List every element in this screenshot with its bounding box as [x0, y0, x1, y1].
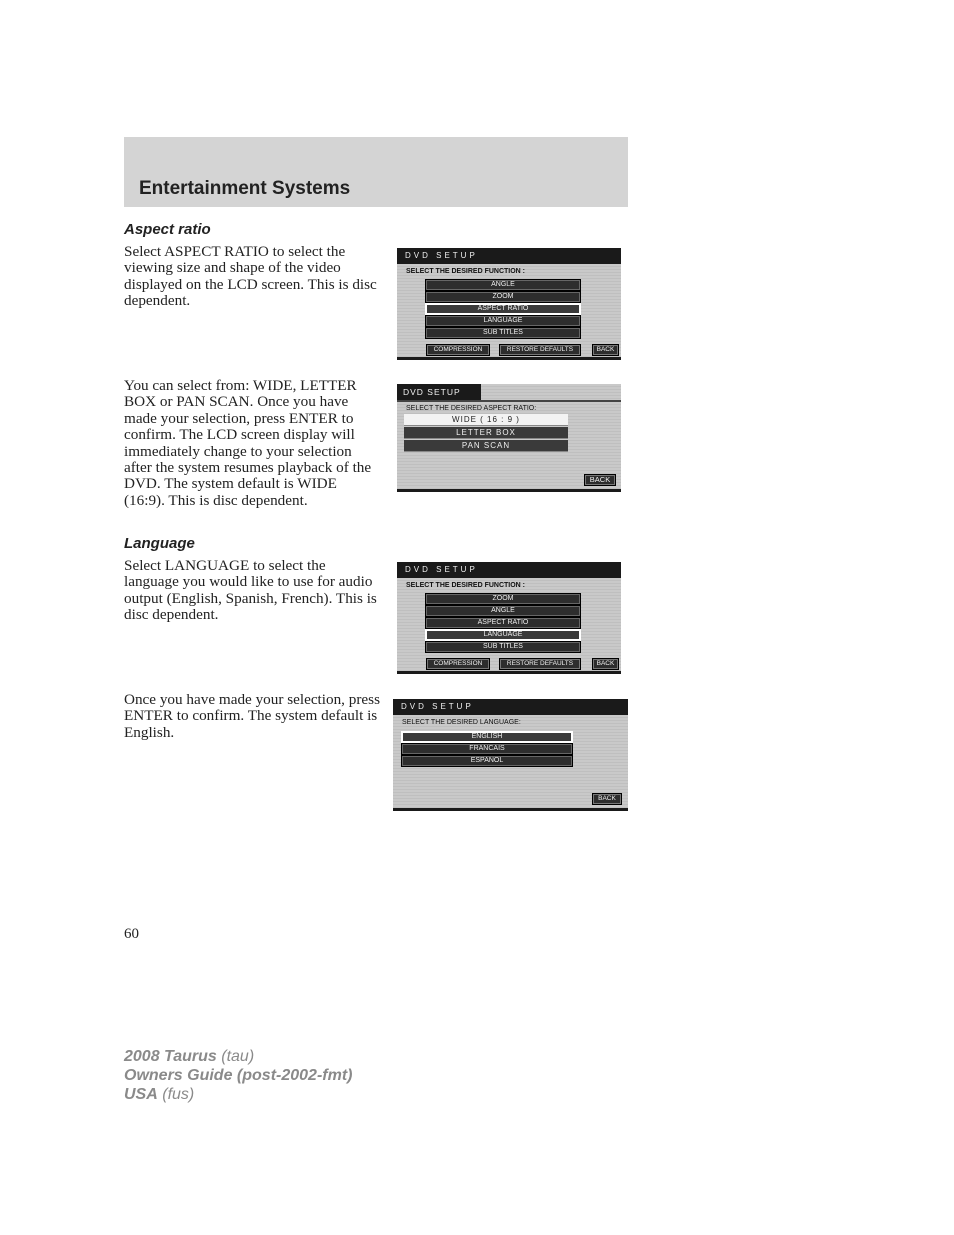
dvd-setup-aspect-screen	[397, 384, 621, 492]
subhead-language: Language	[124, 535, 195, 552]
footer-model: 2008 Taurus	[124, 1048, 217, 1065]
option-language[interactable]: LANGUAGE	[425, 315, 581, 327]
footer-guide: Owners Guide (post-2002-fmt)	[124, 1067, 353, 1084]
option-sub-titles[interactable]: SUB TITLES	[425, 327, 581, 339]
option-angle[interactable]: ANGLE	[425, 605, 581, 617]
back-button[interactable]: BACK	[592, 344, 619, 356]
option-espanol[interactable]: ESPANOL	[401, 755, 573, 767]
page-title: Entertainment Systems	[139, 178, 351, 199]
page-number: 60	[124, 926, 139, 942]
paragraph-aspect-intro: Select ASPECT RATIO to select the viewing size and shape of the video displayed on the LCD screen. This is disc dependent.	[124, 243, 377, 310]
back-button[interactable]: BACK	[584, 474, 616, 486]
restore-defaults-button[interactable]: RESTORE DEFAULTS	[499, 658, 581, 670]
compression-button[interactable]: COMPRESSION	[426, 344, 490, 356]
screen-prompt: SELECT THE DESIRED FUNCTION :	[406, 268, 526, 275]
back-button[interactable]: BACK	[592, 658, 619, 670]
screen-prompt: SELECT THE DESIRED LANGUAGE:	[402, 719, 521, 726]
footer-market-code: (fus)	[162, 1086, 195, 1103]
option-zoom[interactable]: ZOOM	[425, 593, 581, 605]
option-english[interactable]: ENGLISH	[401, 731, 573, 743]
screen-title: DVD SETUP	[405, 565, 478, 574]
back-button[interactable]: BACK	[592, 793, 622, 805]
screen-title: DVD SETUP	[401, 702, 474, 711]
paragraph-language-confirm: Once you have made your selection, press ENTER to confirm. The system default is English.	[124, 691, 380, 741]
document-footer	[124, 1047, 352, 1104]
dvd-setup-function-screen-2	[397, 562, 621, 674]
option-francais[interactable]: FRANCAIS	[401, 743, 573, 755]
screen-title: DVD SETUP	[403, 387, 461, 397]
subhead-aspect-ratio: Aspect ratio	[124, 221, 211, 238]
footer-model-code: (tau)	[221, 1048, 255, 1065]
dvd-setup-function-screen-1	[397, 248, 621, 360]
dvd-setup-language-screen	[393, 699, 628, 811]
compression-button[interactable]: COMPRESSION	[426, 658, 490, 670]
paragraph-language-intro: Select LANGUAGE to select the language you would like to use for audio output (English, Spanish, French). This is disc dependent.	[124, 557, 377, 624]
option-letter-box[interactable]: LETTER BOX	[404, 427, 568, 439]
option-angle[interactable]: ANGLE	[425, 279, 581, 291]
restore-defaults-button[interactable]: RESTORE DEFAULTS	[499, 344, 581, 356]
footer-market: USA	[124, 1086, 158, 1103]
option-sub-titles[interactable]: SUB TITLES	[425, 641, 581, 653]
option-aspect-ratio[interactable]: ASPECT RATIO	[425, 617, 581, 629]
paragraph-aspect-options: You can select from: WIDE, LETTER BOX or PAN SCAN. Once you have made your selection, press ENTER to confirm. The LCD screen display will immediately change to your selection after the system resumes playback of the DVD. The system default is WIDE (16:9). This is disc dependent.	[124, 377, 372, 509]
option-wide[interactable]: WIDE ( 16 : 9 )	[404, 414, 568, 426]
screen-title: DVD SETUP	[405, 251, 478, 260]
option-language[interactable]: LANGUAGE	[425, 629, 581, 641]
option-pan-scan[interactable]: PAN SCAN	[404, 440, 568, 452]
screen-prompt: SELECT THE DESIRED ASPECT RATIO:	[406, 405, 537, 412]
option-zoom[interactable]: ZOOM	[425, 291, 581, 303]
screen-prompt: SELECT THE DESIRED FUNCTION :	[406, 582, 526, 589]
option-aspect-ratio[interactable]: ASPECT RATIO	[425, 303, 581, 315]
